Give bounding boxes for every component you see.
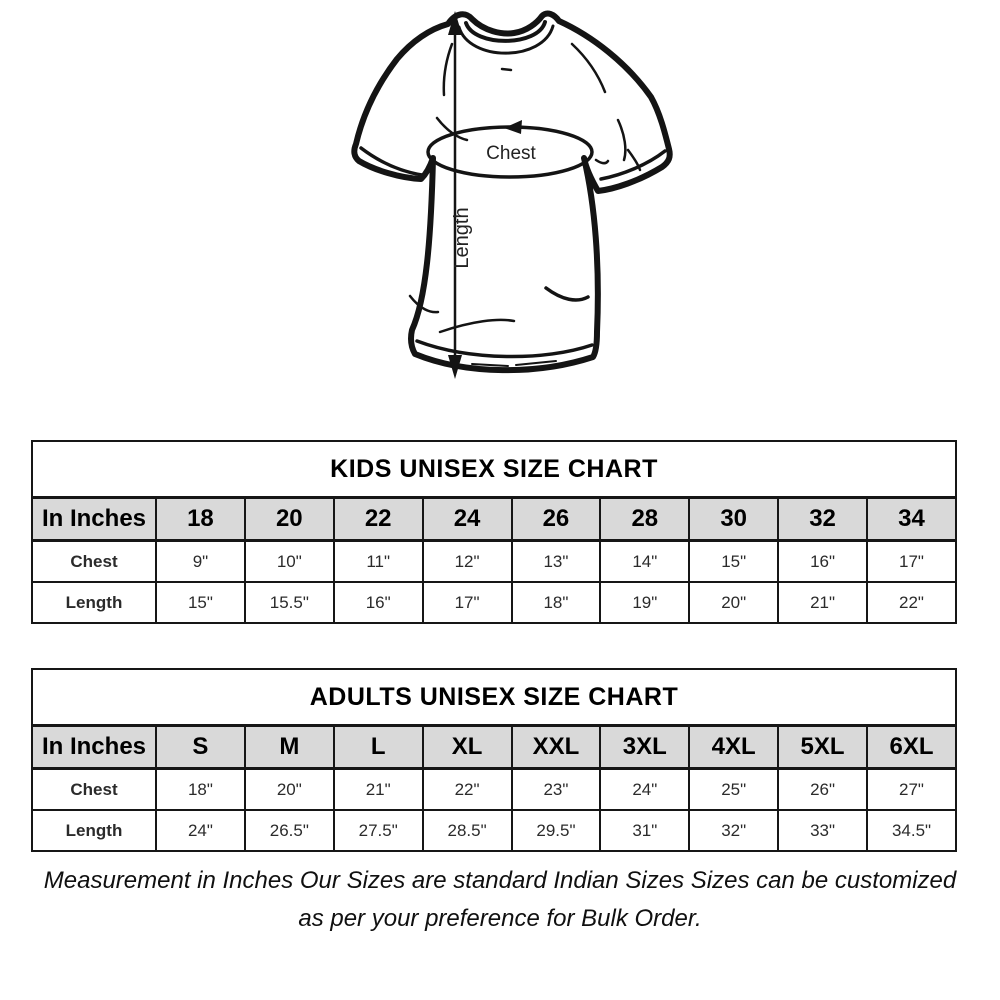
adults-value-cell: 32": [689, 810, 778, 851]
adults-value-cell: 29.5": [512, 810, 601, 851]
kids-header-in-inches: In Inches: [32, 498, 156, 541]
adults-value-cell: 24": [600, 769, 689, 811]
tshirt-measurement-diagram: [330, 0, 690, 400]
kids-size-chart-table: [31, 440, 957, 624]
measurement-note: [0, 862, 1000, 938]
adults-row-label: Chest: [32, 769, 156, 811]
kids-value-cell: 15": [156, 582, 245, 623]
kids-value-cell: 12": [423, 541, 512, 583]
kids-value-cell: 17": [423, 582, 512, 623]
adults-size-header: XL: [423, 726, 512, 769]
measurement-note-line2: as per your preference for Bulk Order.: [298, 905, 702, 932]
kids-size-header: 30: [689, 498, 778, 541]
adults-chart-title: ADULTS UNISEX SIZE CHART: [32, 669, 956, 726]
kids-value-cell: 15": [689, 541, 778, 583]
kids-value-cell: 22": [867, 582, 956, 623]
kids-size-header: 22: [334, 498, 423, 541]
kids-value-cell: 20": [689, 582, 778, 623]
adults-value-cell: 23": [512, 769, 601, 811]
adults-value-cell: 20": [245, 769, 334, 811]
adults-value-cell: 27": [867, 769, 956, 811]
adults-length-row: [32, 810, 956, 851]
kids-chest-row: [32, 541, 956, 583]
kids-row-label: Chest: [32, 541, 156, 583]
kids-length-row: [32, 582, 956, 623]
adults-size-header: 6XL: [867, 726, 956, 769]
kids-value-cell: 19": [600, 582, 689, 623]
adults-value-cell: 27.5": [334, 810, 423, 851]
kids-value-cell: 16": [778, 541, 867, 583]
chest-label: Chest: [486, 143, 536, 164]
kids-size-header: 18: [156, 498, 245, 541]
kids-size-header: 34: [867, 498, 956, 541]
tshirt-outline: [354, 14, 669, 371]
adults-value-cell: 33": [778, 810, 867, 851]
adults-chest-row: [32, 769, 956, 811]
adults-value-cell: 21": [334, 769, 423, 811]
adults-value-cell: 24": [156, 810, 245, 851]
kids-size-header: 24: [423, 498, 512, 541]
kids-value-cell: 17": [867, 541, 956, 583]
kids-size-header: 26: [512, 498, 601, 541]
adults-value-cell: 28.5": [423, 810, 512, 851]
adults-value-cell: 26.5": [245, 810, 334, 851]
kids-value-cell: 18": [512, 582, 601, 623]
kids-value-cell: 9": [156, 541, 245, 583]
adults-value-cell: 18": [156, 769, 245, 811]
adults-size-header: 4XL: [689, 726, 778, 769]
adults-value-cell: 31": [600, 810, 689, 851]
adults-value-cell: 22": [423, 769, 512, 811]
kids-row-label: Length: [32, 582, 156, 623]
kids-value-cell: 10": [245, 541, 334, 583]
adults-size-header: 5XL: [778, 726, 867, 769]
kids-chart-title: KIDS UNISEX SIZE CHART: [32, 441, 956, 498]
kids-value-cell: 11": [334, 541, 423, 583]
kids-value-cell: 13": [512, 541, 601, 583]
adults-value-cell: 26": [778, 769, 867, 811]
adults-size-chart-table: [31, 668, 957, 852]
adults-header-in-inches: In Inches: [32, 726, 156, 769]
kids-size-header: 20: [245, 498, 334, 541]
adults-row-label: Length: [32, 810, 156, 851]
kids-value-cell: 14": [600, 541, 689, 583]
adults-value-cell: 25": [689, 769, 778, 811]
kids-size-header: 28: [600, 498, 689, 541]
adults-size-header: L: [334, 726, 423, 769]
kids-value-cell: 16": [334, 582, 423, 623]
adults-size-header: S: [156, 726, 245, 769]
adults-size-header: XXL: [512, 726, 601, 769]
kids-value-cell: 21": [778, 582, 867, 623]
adults-size-header: M: [245, 726, 334, 769]
adults-size-header: 3XL: [600, 726, 689, 769]
adults-value-cell: 34.5": [867, 810, 956, 851]
measurement-note-line1: Measurement in Inches Our Sizes are standard Indian Sizes Sizes can be customized: [43, 867, 957, 894]
length-label: Length: [451, 207, 473, 269]
kids-size-header: 32: [778, 498, 867, 541]
kids-value-cell: 15.5": [245, 582, 334, 623]
collar-dash: [502, 69, 511, 70]
